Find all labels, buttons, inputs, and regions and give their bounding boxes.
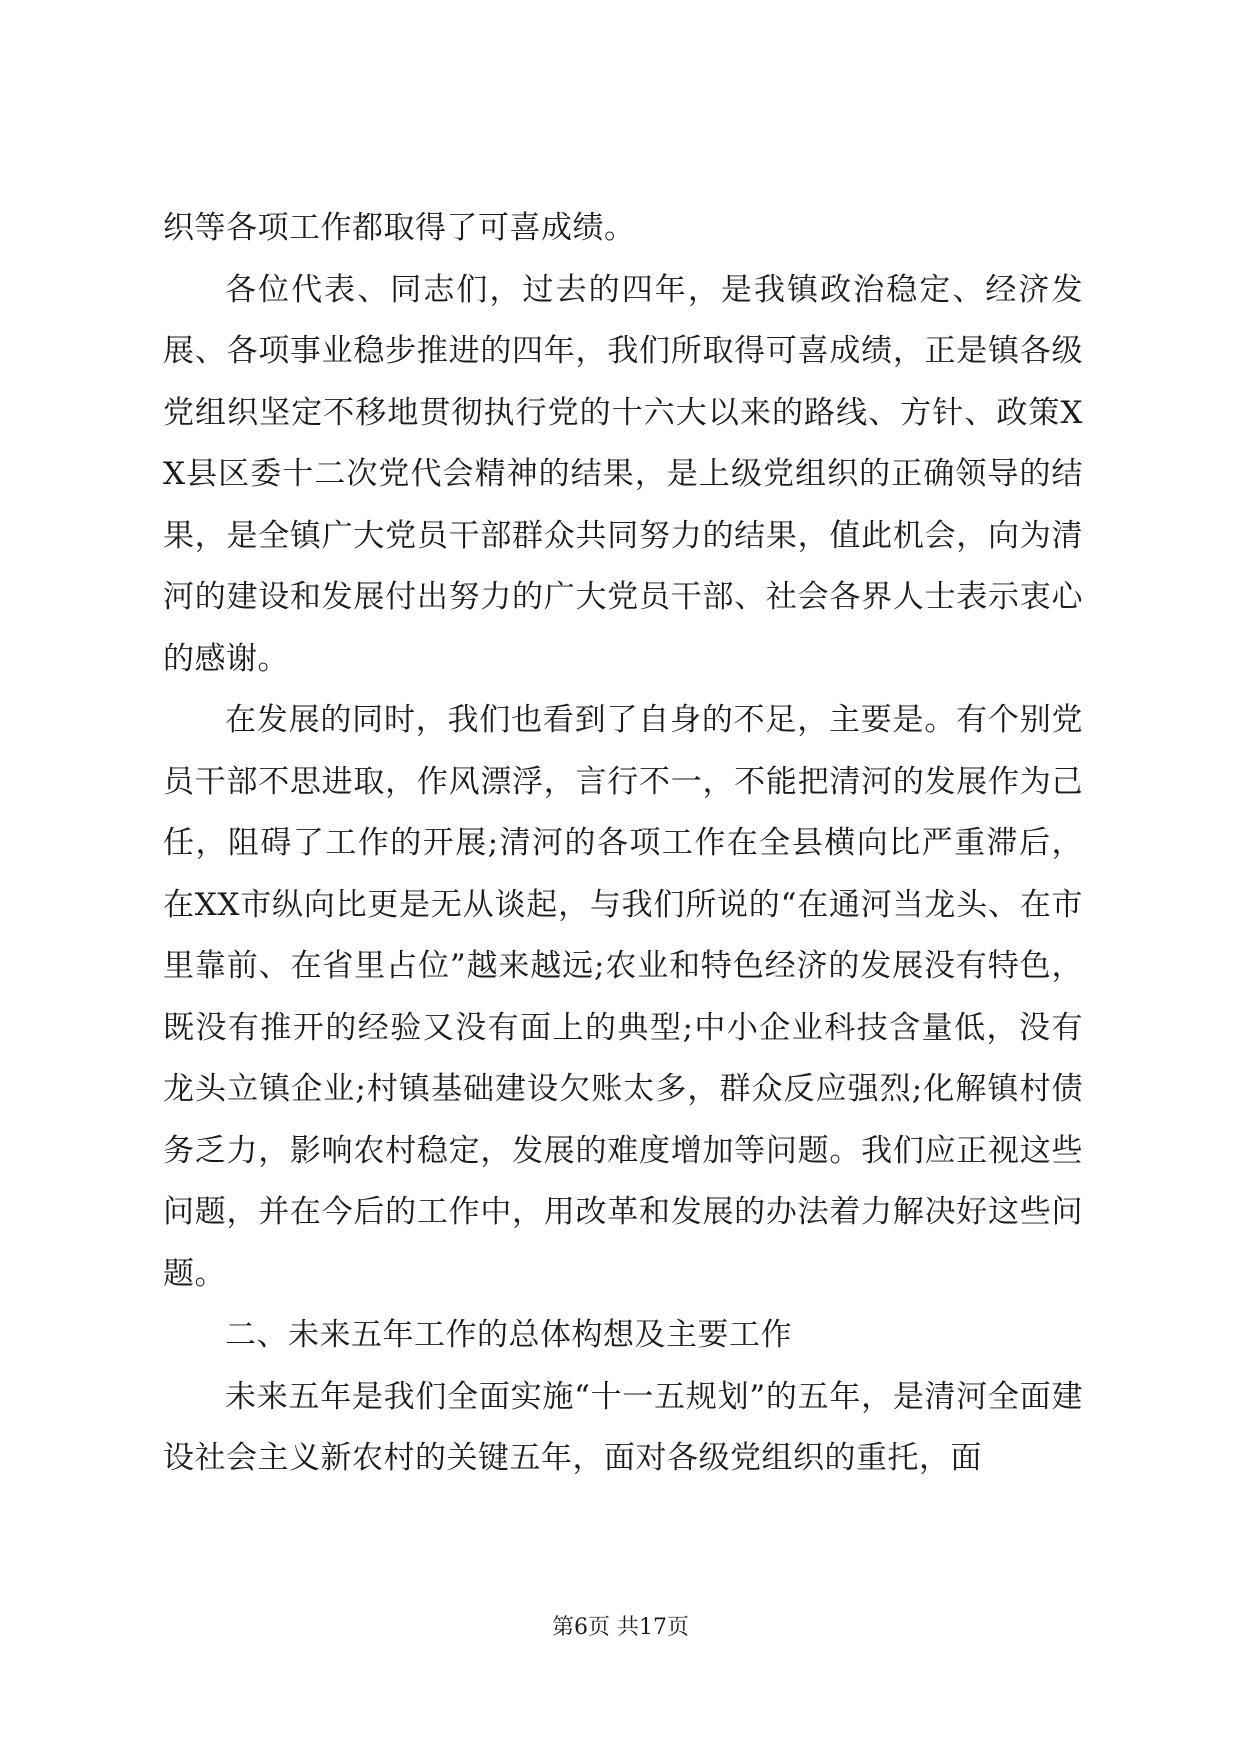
paragraph-continuation: 织等各项工作都取得了可喜成绩。 — [163, 210, 636, 246]
paragraph-shortcomings: 在发展的同时，我们也看到了自身的不足，主要是。有个别党员干部不思进取，作风漂浮，言行不一，不能把清河的发展作为己任，阻碍了工作的开展;清河的各项工作在全县横向比严重滞后，在XX市纵向比更是无从谈起，与我们所说的“在通河当龙头、在市里靠前、在省里占位”越来越远;农业和特色经济的发展没有特色，既没有推开的经验又没有面上的典型;中小企业科技含量低，没有龙头立镇企业;村镇基础建设欠账太多，群众反应强烈;化解镇村债务乏力，影响农村稳定，发展的难度增加等问题。我们应正视这些问题，并在今后的工作中，用改革和发展的办法着力解决好这些问题。 — [163, 702, 1083, 1292]
page-number-footer: 第6页 共17页 — [552, 1615, 689, 1640]
document-body — [163, 198, 1083, 1490]
paragraph-future-plan: 未来五年是我们全面实施“十一五规划”的五年，是清河全面建设社会主义新农村的关键五年，面对各级党组织的重托，面 — [163, 1378, 1083, 1476]
paragraph-thanks: 各位代表、同志们，过去的四年，是我镇政治稳定、经济发展、各项事业稳步推进的四年，我们所取得可喜成绩，正是镇各级党组织坚定不移地贯彻执行党的十六大以来的路线、方针、政策XX县区委十二次党代会精神的结果，是上级党组织的正确领导的结果，是全镇广大党员干部群众共同努力的结果，值此机会，向为清河的建设和发展付出努力的广大党员干部、社会各界人士表示衷心的感谢。 — [163, 271, 1083, 677]
section-heading: 二、未来五年工作的总体构想及主要工作 — [225, 1317, 792, 1353]
